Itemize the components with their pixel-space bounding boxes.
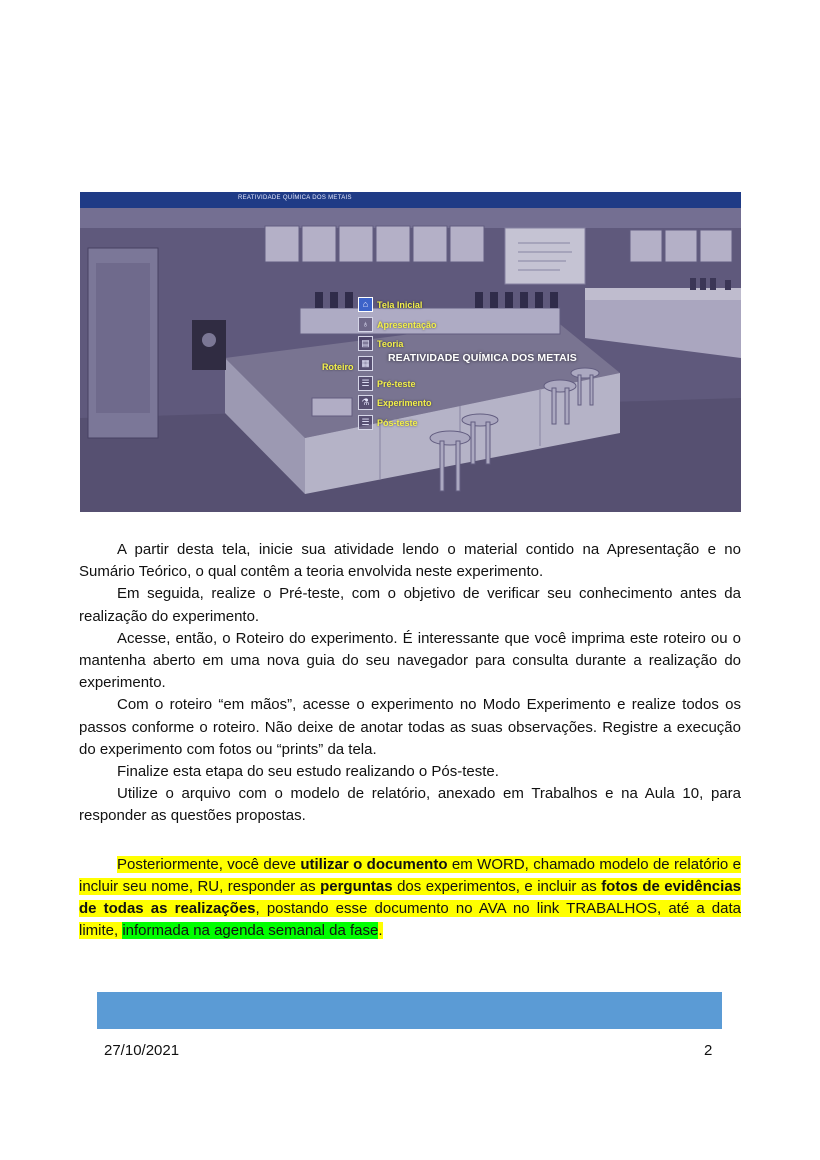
highlighted-text: Posteriormente, você deve [117, 855, 301, 873]
checklist-icon: ☰ [358, 415, 373, 430]
center-title: REATIVIDADE QUÍMICA DOS METAIS [388, 352, 577, 364]
book-icon: ▤ [358, 336, 373, 351]
page-number: 2 [704, 1042, 713, 1059]
bold-highlighted-text: fotos de evidências de todas as realizações [79, 877, 742, 918]
menu-item-roteiro[interactable] [358, 355, 377, 372]
checklist-icon: ☰ [358, 376, 373, 391]
menu-item-tela-inicial[interactable] [358, 296, 422, 313]
highlighted-text: dos experimentos, e incluir as [392, 877, 602, 895]
highlighted-period: . [378, 922, 383, 940]
instructions-text [79, 539, 741, 942]
menu-label: Apresentação [377, 319, 437, 330]
menu-item-experimento[interactable] [358, 394, 432, 411]
menu-item-pre-teste[interactable] [358, 375, 416, 392]
footer-date: 27/10/2021 [104, 1042, 180, 1059]
home-icon: ⌂ [358, 297, 373, 312]
app-title-bar [80, 192, 741, 208]
menu-label: Teoria [377, 338, 404, 349]
menu-item-apresentacao[interactable] [358, 316, 437, 333]
roteiro-label[interactable]: Roteiro [322, 362, 354, 372]
paragraph: A partir desta tela, inicie sua atividade lendo o material contido na Apresentação e no Sumário Teórico, o qual contêm a teoria envolvida neste experimento. [79, 541, 741, 581]
bold-highlighted-text: utilizar o documento [300, 855, 448, 873]
paragraph: Finalize esta etapa do seu estudo realizando o Pós-teste. [117, 763, 499, 781]
paragraph: Com o roteiro “em mãos”, acesse o experimento no Modo Experimento e realize todos os passos conforme o roteiro. Não deixe de anotar todas as suas observações. Registre a execução do experimento com fotos ou “prints” da tela. [79, 696, 741, 758]
flask-icon: ⚗ [358, 395, 373, 410]
lab-screenshot [80, 192, 741, 512]
paragraph: Em seguida, realize o Pré-teste, com o objetivo de verificar seu conhecimento antes da realização do experimento. [79, 585, 741, 625]
paragraph: Acesse, então, o Roteiro do experimento. É interessante que você imprima este roteiro ou o mantenha aberto em uma nova guia do seu navegador para consulta durante a realização do experimento. [79, 629, 741, 692]
lightbulb-icon: ♁ [358, 317, 373, 332]
app-title: REATIVIDADE QUÍMICA DOS METAIS [238, 195, 352, 201]
paragraph: Utilize o arquivo com o modelo de relatório, anexado em Trabalhos e na Aula 10, para responder as questões propostas. [79, 785, 741, 825]
highlighted-text: em WORD, chamado modelo de relatório e incluir seu nome, RU, responder as [79, 855, 742, 895]
menu-label: Pré-teste [377, 378, 416, 389]
highlighted-paragraph [79, 854, 741, 943]
footer-bar [97, 992, 722, 1029]
menu-item-pos-teste[interactable] [358, 414, 418, 431]
menu-item-teoria[interactable] [358, 335, 403, 352]
highlighted-text: , postando esse documento no AVA no link TRABALHOS, até a data limite, [79, 900, 741, 940]
menu-label: Pós-teste [377, 417, 418, 428]
menu-label: Experimento [377, 397, 432, 408]
menu-label: Tela Inicial [377, 299, 423, 310]
bold-highlighted-text: perguntas [320, 877, 393, 895]
green-highlighted-text: informada na agenda semanal da fase [122, 922, 379, 940]
clipboard-icon: ▦ [358, 356, 373, 371]
